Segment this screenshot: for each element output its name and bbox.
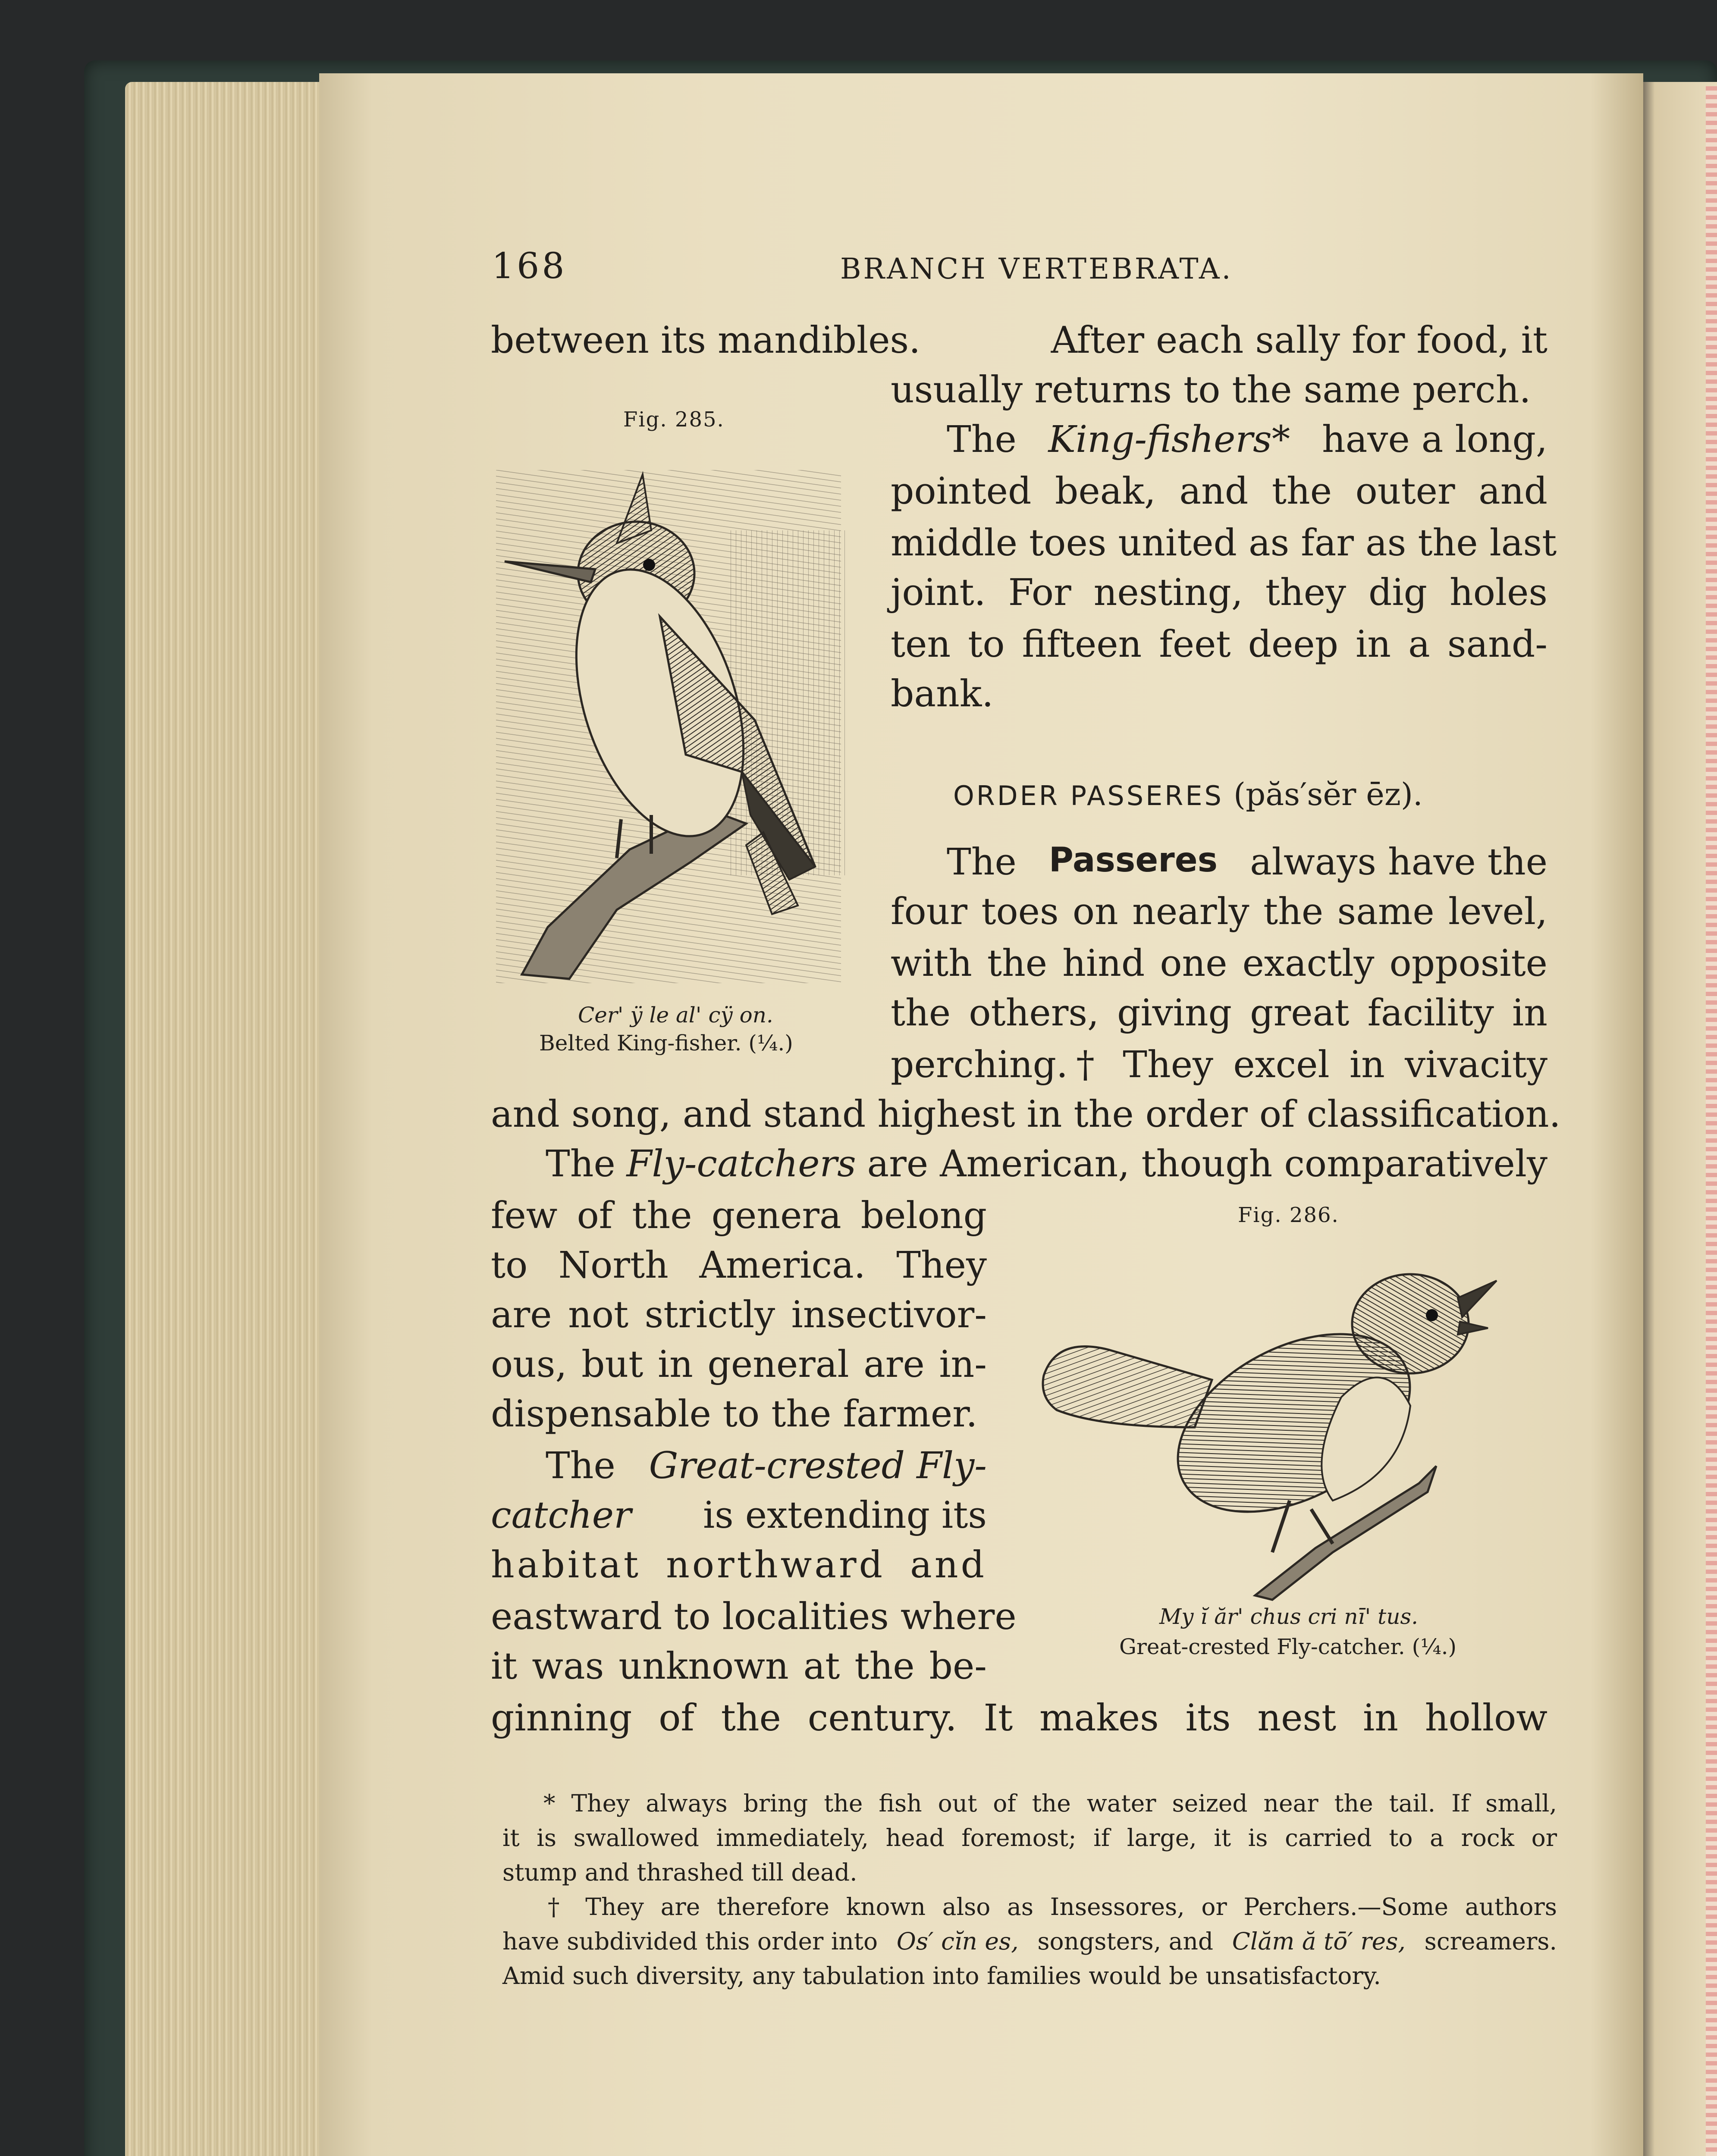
text-line: to North America. They — [491, 1244, 987, 1287]
figure-scientific-name: Cer' ÿ le al' cÿ on. — [578, 1003, 773, 1028]
figure-label: Fig. 286. — [1238, 1203, 1339, 1227]
text-span: have a long, — [1322, 418, 1547, 461]
text-span-italic: Fly-catchers — [626, 1143, 856, 1185]
figure-scientific-name: My ĭ ăr' chus cri nī' tus. — [1159, 1604, 1418, 1629]
text-line: it was unknown at the be- — [491, 1645, 987, 1688]
text-span: always have the — [1250, 841, 1547, 884]
footnote-line: Amid such diversity, any tabulation into families would be unsatisfactory. — [502, 1962, 1381, 1990]
text-line: ginning of the century. It makes its nest in hollow — [491, 1697, 1547, 1739]
text-span: between its mandibles. — [491, 319, 921, 362]
text-span: are American, though comparatively — [867, 1143, 1547, 1185]
text-line: middle toes united as far as the last — [891, 522, 1557, 564]
text-line: dispensable to the farmer. — [491, 1393, 978, 1435]
page-edges — [125, 82, 328, 2156]
footnote-line — [502, 1927, 1557, 1955]
footnote-line: it is swallowed immediately, head foremost; if large, it is carried to a rock or — [502, 1824, 1557, 1852]
text-span: songsters, and — [1037, 1927, 1214, 1955]
text-span: The — [947, 841, 1017, 884]
sprinkled-edge — [1706, 86, 1717, 2156]
text-line: and song, and stand highest in the order of classification. — [491, 1093, 1561, 1136]
order-heading — [953, 776, 1423, 812]
text-line — [546, 1445, 987, 1487]
text-line — [947, 418, 1547, 461]
text-span: The — [546, 1143, 615, 1185]
text-line: eastward to localities where — [491, 1595, 1017, 1638]
text-span: is extending its — [703, 1494, 987, 1537]
text-line: usually returns to the same perch. — [891, 369, 1531, 411]
text-line: are not strictly insectivor- — [491, 1294, 987, 1336]
text-line: ous, but in general are in- — [491, 1343, 987, 1386]
text-line: bank. — [891, 673, 994, 715]
text-span-bold: Passeres — [1048, 841, 1218, 880]
text-span-italic: Clăm ă tō′ res, — [1232, 1927, 1406, 1955]
text-span-italic: Os′ cĭn es, — [896, 1927, 1019, 1955]
text-line: the others, giving great facility in — [891, 992, 1547, 1034]
text-span: screamers. — [1424, 1927, 1557, 1955]
page-number: 168 — [492, 246, 567, 287]
text-line — [947, 841, 1547, 884]
figure-label: Fig. 285. — [623, 407, 725, 432]
text-line: habitat northward and — [491, 1544, 987, 1586]
footnote-line: † They are therefore known also as Insessores, or Perchers.—Some authors — [548, 1893, 1557, 1921]
footnote-line: stump and thrashed till dead. — [502, 1858, 857, 1886]
text-line: pointed beak, and the outer and — [891, 470, 1547, 513]
footnote-line: * They always bring the fish out of the water seized near the tail. If small, — [543, 1789, 1557, 1817]
text-span: After each sally for food, it — [1051, 319, 1547, 362]
text-span: The — [546, 1445, 615, 1487]
text-line: ten to fifteen feet deep in a sand- — [891, 623, 1547, 666]
order-heading-pronunciation: (păs′sĕr ēz). — [1234, 776, 1423, 812]
text-line: few of the genera belong — [491, 1194, 987, 1237]
text-line: perching.† They excel in vivacity — [891, 1044, 1547, 1086]
flycatcher-illustration — [1031, 1225, 1548, 1604]
running-head: BRANCH VERTEBRATA. — [840, 252, 1233, 285]
text-span-italic: King-fishers* — [1048, 418, 1290, 461]
text-line — [546, 1143, 1547, 1185]
text-line: four toes on nearly the same level, — [891, 890, 1547, 933]
text-span-italic: catcher — [491, 1494, 631, 1537]
text-line — [491, 1494, 987, 1537]
text-span: The — [947, 418, 1017, 461]
kingfisher-illustration — [487, 444, 850, 992]
text-span-italic: Great-crested Fly- — [649, 1445, 987, 1487]
order-heading-title: ORDER PASSERES — [953, 780, 1224, 812]
figure-caption: Belted King-fisher. (¼.) — [539, 1031, 793, 1056]
text-line — [491, 319, 1547, 362]
text-line: with the hind one exactly opposite — [891, 942, 1547, 985]
figure-caption: Great-crested Fly-catcher. (¼.) — [1119, 1634, 1457, 1659]
text-span: have subdivided this order into — [502, 1927, 878, 1955]
text-line: joint. For nesting, they dig holes — [891, 571, 1547, 614]
